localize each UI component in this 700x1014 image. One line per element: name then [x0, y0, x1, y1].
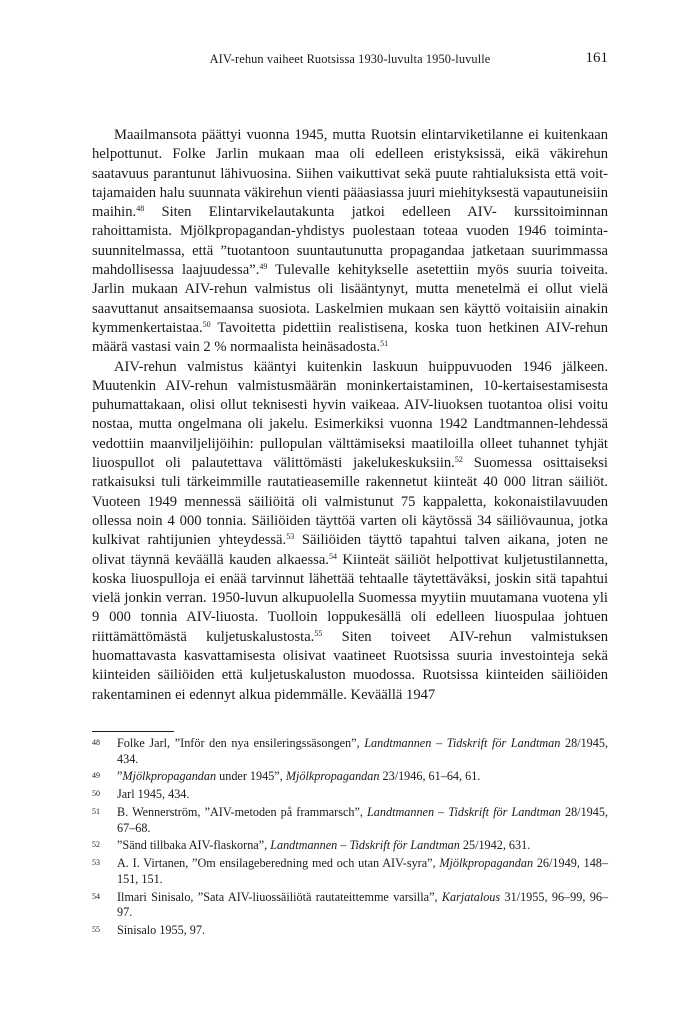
- footnote-reference[interactable]: 55: [314, 628, 323, 638]
- citation-title: Mjölkpropagandan: [439, 856, 534, 871]
- citation-text: 31/1955, 96–99, 96–97.: [117, 889, 609, 920]
- paragraph-text: Suomessa osittaiseksi ratkaisuksi tuli tärkeimmille rautatieasemille rakennetut kiinteät 40 000 litran säiliöt. Vuoteen 1949 mennessä säiliöitä oli valmistunut 75 kappaletta, kokonaistilavuuden ollessa noin 4 000 tonnia. Säiliöiden täyttöä varten oli käytössä 34 säiliövaunua, jotka kulkivat rahtijunien yhteydessä.: [92, 455, 608, 549]
- footnote-number: 49: [92, 771, 100, 781]
- main-text: [92, 126, 608, 705]
- footnote-reference[interactable]: 54: [328, 551, 337, 561]
- footnote-reference[interactable]: 50: [202, 319, 211, 329]
- footnote-text: [117, 805, 608, 837]
- body-paragraph: [92, 126, 608, 358]
- footnote-number: 54: [92, 891, 100, 901]
- footnote: [92, 787, 608, 803]
- footnote-reference[interactable]: 48: [136, 204, 145, 214]
- footnote-reference[interactable]: 52: [454, 455, 463, 465]
- running-header: AIV-rehun vaiheet Ruotsissa 1930-luvulta 1950-luvulle: [209, 52, 491, 66]
- paragraph-text: Tulevalle kehitykselle asetettiin myös suuria toiveita. Jarlin mukaan AIV-rehun valmistus oli lisääntynyt, mutta menetelmä ei ollut vielä saavuttanut ansaitsemaansa suosiota. Laskelmien mukaan sen käyttö voitaisiin ainakin kymmenkertaistaa.: [92, 262, 608, 336]
- citation-text: Ilmari Sinisalo, ”Sata AIV-liuossäiliötä rautateittemme varsilla”,: [117, 889, 442, 904]
- footnote: [92, 769, 608, 785]
- citation-text: 28/1945, 434.: [117, 736, 608, 766]
- footnote-reference[interactable]: 53: [286, 532, 295, 542]
- citation-text: B. Wennerström, ”AIV-metoden på frammarsch”,: [117, 804, 368, 819]
- paragraph-text: Tavoitetta pidettiin realistisena, koska tuon hetkinen AIV-rehun määrä vastasi vain 2 % normaalista heinäsadosta.: [92, 319, 608, 356]
- citation-text: A. I. Virtanen, ”Om ensilageberedning med och utan AIV-syra”,: [117, 856, 440, 871]
- footnote-text: [117, 769, 608, 785]
- footnote: [92, 805, 608, 837]
- citation-title: Landtmannen – Tidskrift för Landtman: [270, 838, 460, 853]
- citation-title: Karjatalous: [441, 889, 501, 904]
- citation-text: Sinisalo 1955, 97.: [117, 923, 206, 937]
- body-paragraph: [92, 358, 608, 705]
- footnote-reference[interactable]: 51: [380, 339, 389, 349]
- citation-title: Landtmannen – Tidskrift för Landtman: [367, 804, 561, 819]
- citation-text: 28/1945, 67–68.: [117, 804, 608, 835]
- footnotes: [92, 736, 608, 941]
- footnote-number: 52: [92, 840, 100, 850]
- footnote: [92, 838, 608, 854]
- citation-text: 25/1942, 631.: [459, 838, 531, 853]
- footnote-number: 48: [92, 738, 100, 747]
- footnote: [92, 890, 608, 922]
- paragraph-text: Maailmansota päättyi vuonna 1945, mutta Ruotsin elintarviketilanne ei kuitenkaan helpottunut. Folke Jarlin mukaan maa oli edelleen eristyksissä, eikä väkirehun saatavuus parantunut lähivuosina. Siihen vaikuttivat sekä puute rahtialuksista että voittajamaiden halu suunnata väkirehun vienti pääasiassa juuri miehityksestä vapautuneisiin maihin.: [92, 127, 608, 221]
- paragraph-text: Siten toiveet AIV-rehun valmistuksen huomattavasta kasvattamisesta olisivat vaatineet Ruotsissa suuria investointeja sekä kiinteiden säiliöiden että kuljetuskaluston muodossa. Ruotsissa kiinteiden säiliöiden rakentaminen ei edennyt alkua pidemmälle. Keväällä 1947: [92, 628, 608, 703]
- footnote-rule: [92, 731, 174, 732]
- footnote: [92, 736, 608, 768]
- footnote-reference[interactable]: 49: [259, 262, 268, 272]
- footnote-text: [117, 787, 608, 803]
- footnote-number: 53: [92, 858, 100, 868]
- citation-title: Landtmannen – Tidskrift för Landtman: [364, 736, 561, 750]
- paragraph-text: Säiliöiden täyttö tapahtui talven aikana, joten ne olivat täynnä keväällä kauden alkaessa.: [92, 532, 609, 568]
- footnote-text: [117, 838, 608, 854]
- citation-text: ”: [117, 769, 123, 784]
- citation-title: Mjölkpropagandan: [285, 769, 380, 784]
- citation-text: under 1945”,: [216, 769, 286, 784]
- footnote-number: 50: [92, 789, 100, 799]
- footnote: [92, 856, 608, 888]
- footnote: [92, 923, 608, 939]
- citation-text: 26/1949, 148–151, 151.: [117, 856, 608, 886]
- footnote-number: 51: [92, 806, 100, 816]
- citation-title: Mjölkpropagandan: [122, 769, 217, 784]
- citation-text: 23/1946, 61–64, 61.: [379, 769, 481, 784]
- footnote-text: [117, 923, 608, 939]
- paragraph-text: Siten Elintarvikelautakunta jatkoi edelleen AIV- kurssitoiminnan rahoittamista. Mjölkpropagandan-yhdistys puolestaan toteaa vuoden 1946 toimintasuunnitelmassa, että ”tuotantoon suuntautunutta propagandaa jatketaan suurimmassa mahdollisessa laajuudessa”.: [92, 204, 608, 279]
- footnote-text: [117, 736, 608, 768]
- footnote-number: 55: [92, 925, 100, 934]
- paragraph-text: Kiinteät säiliöt helpottivat kuljetustilannetta, koska liuospulloja ei enää tarvinnut lähettää tehtaalle täytettäväksi, joskin sitä tapahtui vielä jonkin verran. 1950-luvun alkupuolella Suomessa myytiin muutamana vuotena yli 9 000 tonnia AIV-liuosta. Tuolloin loppukesällä oli edelleen liuospulaa johtuen riittämättömästä kuljetuskalustosta.: [92, 551, 608, 645]
- footnote-text: [117, 856, 608, 888]
- paragraph-text: AIV-rehun valmistus kääntyi kuitenkin laskuun huippuvuoden 1946 jälkeen. Muutenkin AIV-rehun valmistusmäärän moninkertaistaminen, 10-kertaisestamisesta puhumattakaan, olisi ollut teknisesti hyvin vaikeaa. AIV-liuoksen tuotantoa olisi voitu nostaa, mutta ongelmana oli jakelu. Esimerkiksi vuonna 1942 Landtmannen-lehdessä vedottiin maanviljelijöihin: pullopulan välttämiseksi maatiloilla olleet tuhannet tyhjät liuospullot oli palautettava välittömästi jakelukeskuksiin.: [92, 358, 608, 472]
- citation-text: Folke Jarl, ”Inför den nya ensileringssäsongen”,: [117, 736, 365, 750]
- citation-text: ”Sänd tillbaka AIV-flaskorna”,: [117, 838, 271, 853]
- page-number: 161: [585, 50, 608, 66]
- citation-text: Jarl 1945, 434.: [117, 787, 190, 802]
- footnote-text: [117, 890, 608, 922]
